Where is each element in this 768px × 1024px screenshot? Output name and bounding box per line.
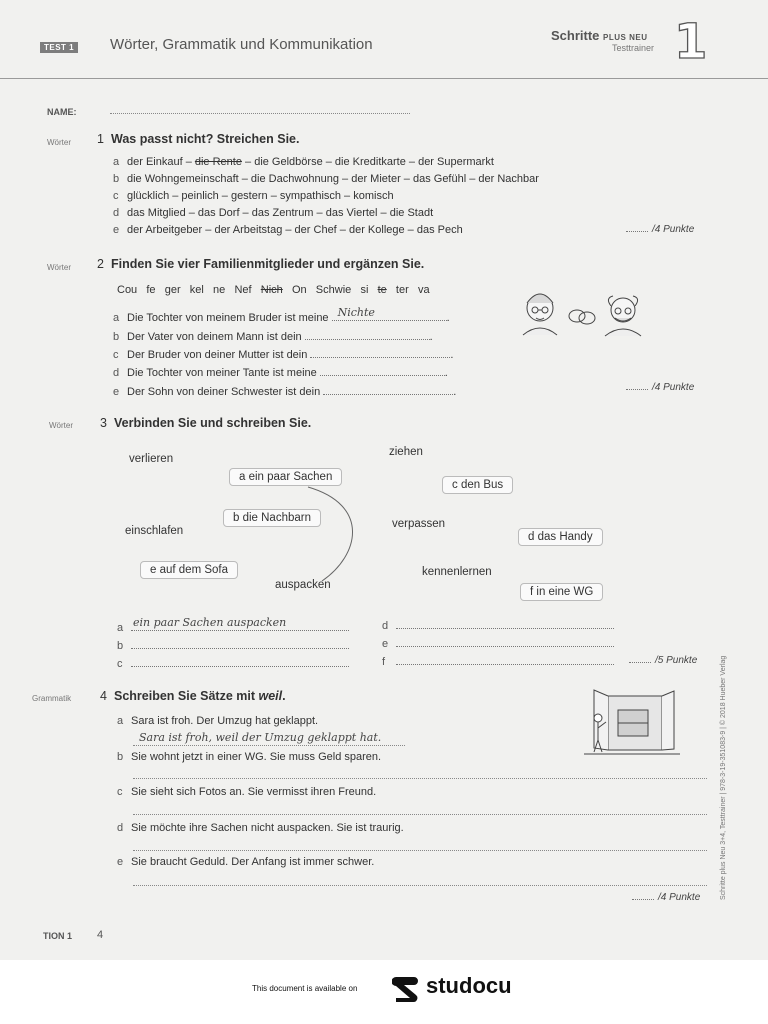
- s3-answer-e[interactable]: e: [382, 636, 614, 650]
- verb-verpassen[interactable]: verpassen: [392, 518, 446, 530]
- grandfather-icon: [605, 296, 641, 336]
- page-number: 4: [97, 929, 104, 941]
- s2-answer-c[interactable]: [310, 347, 450, 358]
- s4-answer-a-text: Sara ist froh, weil der Umzug geklappt hat.: [139, 731, 382, 744]
- syllable: ger: [164, 284, 181, 296]
- syllable: ter: [395, 284, 409, 296]
- copyright-note: Schritte plus Neu 3+4, Testtrainer | 978-3-19-351083-9 | © 2018 Hueber Verlag: [720, 655, 727, 900]
- section3-number: 3: [100, 416, 107, 430]
- section2-number: 2: [97, 257, 104, 271]
- s2-points-field[interactable]: [626, 389, 648, 390]
- s3-answer-f[interactable]: f: [382, 654, 614, 668]
- section4-title-keyword: weil: [258, 689, 283, 703]
- struck-word: die Rente: [194, 156, 242, 168]
- syllable-struck: te: [377, 284, 387, 296]
- s4-points: /4 Punkte: [632, 892, 700, 903]
- syllable: kel: [189, 284, 204, 296]
- s4-item-a: a Sara ist froh. Der Umzug hat geklappt.: [117, 715, 319, 727]
- phrase-box-f[interactable]: f in eine WG: [520, 583, 603, 601]
- s2-item-b: b Der Vater von deinem Mann ist dein .: [113, 331, 433, 343]
- section3-title: Verbinden Sie und schreiben Sie.: [114, 416, 312, 430]
- s1-item-a[interactable]: a der Einkauf – die Rente – die Geldbörse – die Kreditkarte – der Supermarkt: [113, 156, 494, 168]
- header-divider: [0, 78, 768, 79]
- grandmother-icon: [523, 294, 557, 335]
- studocu-logo-icon[interactable]: [392, 974, 422, 1004]
- phrase-box-b[interactable]: b die Nachbarn: [223, 509, 321, 527]
- phrase-box-e[interactable]: e auf dem Sofa: [140, 561, 238, 579]
- syllable: Nef: [234, 284, 252, 296]
- s2-answer-b[interactable]: [305, 329, 430, 340]
- s4-item-c: c Sie sieht sich Fotos an. Sie vermisst ihren Freund.: [117, 786, 377, 798]
- s4-item-d: d Sie möchte ihre Sachen nicht auspacken. Sie ist traurig.: [117, 822, 404, 834]
- s1-item-d[interactable]: d das Mitglied – das Dorf – das Zentrum – das Viertel – die Stadt: [113, 207, 434, 219]
- section4-title: Schreiben Sie Sätze mit: [114, 689, 259, 703]
- verb-auspacken[interactable]: auspacken: [275, 579, 331, 591]
- syllable-row: [117, 284, 430, 296]
- studocu-logo-text[interactable]: studocu: [426, 973, 512, 998]
- s2-item-e: e Der Sohn von deiner Schwester ist dein .: [113, 386, 457, 398]
- section3-heading: [100, 416, 311, 430]
- phrase-box-d[interactable]: d das Handy: [518, 528, 603, 546]
- footer-section-label: TION 1: [43, 931, 73, 941]
- verb-kennenlernen[interactable]: kennenlernen: [422, 566, 492, 578]
- s2-answer-d[interactable]: [320, 365, 445, 376]
- syllable-struck: Nich: [260, 284, 283, 296]
- s3-points: /5 Punkte: [629, 655, 697, 666]
- s2-points: /4 Punkte: [626, 382, 694, 393]
- banner-text: This document is available on: [252, 984, 358, 993]
- s1-item-e[interactable]: e der Arbeitgeber – der Arbeitstag – der Chef – der Kollege – das Pech: [113, 224, 463, 236]
- section3-category: Wörter: [49, 421, 73, 430]
- syllable: On: [291, 284, 307, 296]
- s1-points: /4 Punkte: [626, 224, 694, 235]
- syllable: fe: [146, 284, 156, 296]
- moving-boxes-illustration: [582, 688, 682, 760]
- s4-item-e: e Sie braucht Geduld. Der Anfang ist immer schwer.: [117, 856, 375, 868]
- syllable: ne: [213, 284, 226, 296]
- s3-answer-d[interactable]: d: [382, 618, 614, 632]
- s3-answer-a[interactable]: a ein paar Sachen auspacken: [117, 620, 349, 634]
- section1-title: Was passt nicht? Streichen Sie.: [111, 132, 300, 146]
- s2-item-d: d Die Tochter von meiner Tante ist meine .: [113, 367, 448, 379]
- page-title: Wörter, Grammatik und Kommunikation: [110, 36, 373, 53]
- family-illustration: [515, 288, 655, 338]
- s4-answer-b[interactable]: [133, 777, 707, 779]
- name-field[interactable]: [110, 112, 410, 114]
- s2-answer-e[interactable]: [323, 384, 453, 395]
- s1-item-c[interactable]: c glücklich – peinlich – gestern – sympathisch – komisch: [113, 190, 394, 202]
- connection-line: [300, 485, 360, 585]
- section2-category: Wörter: [47, 263, 71, 272]
- s2-answer-a[interactable]: Nichte: [332, 310, 447, 321]
- brand-main: Schritte: [551, 28, 600, 43]
- s4-answer-c[interactable]: [133, 813, 707, 815]
- phrase-box-c[interactable]: c den Bus: [442, 476, 513, 494]
- s4-answer-e[interactable]: [133, 884, 707, 886]
- studocu-banner: [0, 960, 768, 1024]
- syllable: va: [417, 284, 430, 296]
- test-badge: TEST 1: [40, 42, 78, 53]
- s1-points-field[interactable]: [626, 231, 648, 232]
- brand-subtitle: Testtrainer: [612, 43, 655, 53]
- s4-points-field[interactable]: [632, 899, 654, 900]
- s2-item-c: c Der Bruder von deiner Mutter ist dein .: [113, 349, 454, 361]
- s4-answer-a[interactable]: [133, 744, 405, 746]
- section1-number: 1: [97, 132, 104, 146]
- brand-name: [551, 28, 647, 43]
- verb-ziehen[interactable]: ziehen: [389, 446, 423, 458]
- section1-heading: [97, 132, 299, 146]
- rings-icon: [569, 310, 595, 324]
- s1-item-b[interactable]: b die Wohngemeinschaft – die Dachwohnung – der Mieter – das Gefühl – der Nachbar: [113, 173, 539, 185]
- s3-points-field[interactable]: [629, 662, 651, 663]
- section2-heading: [97, 257, 424, 271]
- syllable: Schwie: [315, 284, 352, 296]
- section1-category: Wörter: [47, 138, 71, 147]
- s2-item-a: a Die Tochter von meinem Bruder ist meine Nichte .: [113, 306, 450, 324]
- syllable: Cou: [117, 284, 138, 296]
- syllable: si: [360, 284, 369, 296]
- unit-number: 1: [674, 14, 708, 70]
- verb-einschlafen[interactable]: einschlafen: [125, 525, 184, 537]
- s3-answer-b[interactable]: b: [117, 638, 349, 652]
- phrase-box-a[interactable]: a ein paar Sachen: [229, 468, 342, 486]
- section4-heading: 4 Schreiben Sie Sätze mit weil.: [100, 689, 286, 703]
- section2-title: Finden Sie vier Familienmitglieder und ergänzen Sie.: [111, 257, 425, 271]
- section4-number: 4: [100, 689, 107, 703]
- s4-answer-d[interactable]: [133, 849, 707, 851]
- name-label: NAME:: [47, 107, 77, 117]
- s3-answer-c[interactable]: c: [117, 656, 349, 670]
- brand-suffix: PLUS NEU: [603, 33, 648, 42]
- verb-verlieren[interactable]: verlieren: [129, 453, 174, 465]
- s4-item-b: b Sie wohnt jetzt in einer WG. Sie muss Geld sparen.: [117, 751, 382, 763]
- section4-category: Grammatik: [32, 694, 72, 703]
